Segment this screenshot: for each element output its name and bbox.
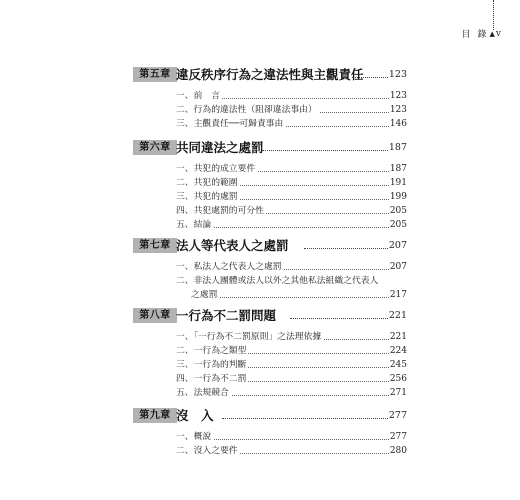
chapter-row[interactable] (0, 238, 520, 252)
entry-title: 二、共犯的範圍 (176, 178, 238, 188)
toc-entry[interactable] (0, 430, 520, 444)
entry-page: 123 (389, 105, 407, 115)
dot-leader (262, 150, 388, 151)
entry-page: 224 (389, 346, 407, 356)
toc-entry-continued[interactable] (0, 288, 520, 302)
chapter-title: 共同違法之處罰 (176, 140, 264, 155)
entry-page: 271 (389, 388, 407, 398)
top-dotted-rule (493, 0, 494, 30)
toc-entry[interactable] (0, 372, 520, 386)
chapter-number: 第八章 (133, 308, 177, 323)
entry-title: 一、私法人之代表人之處罰 (176, 262, 282, 272)
entry-title: 一、共犯的成立要件 (176, 164, 256, 174)
entry-title: 二、行為的違法性（阻卻違法事由） (176, 105, 317, 115)
chapter-number: 第九章 (133, 408, 177, 423)
dot-leader (222, 418, 388, 419)
entry-page: 205 (389, 206, 407, 216)
dot-leader (191, 297, 389, 298)
chapter-number: 第六章 (133, 140, 177, 155)
entry-page: 217 (389, 290, 407, 300)
entry-title: 二、沒入之要件 (176, 446, 238, 456)
chapter-page: 277 (388, 410, 407, 421)
entry-title: 一、「一行為不二罰原則」之法理依據 (176, 332, 322, 342)
entry-page: 207 (389, 262, 407, 272)
chapter-row[interactable] (0, 140, 520, 154)
dot-leader (304, 248, 388, 249)
entry-title: 三、共犯的處罰 (176, 192, 238, 202)
entry-title: 二、一行為之類型 (176, 346, 247, 356)
entry-title: 二、非法人團體或法人以外之其他私法組織之代表人 (176, 276, 379, 286)
chapter-title: 違反秩序行為之違法性與主觀責任 (176, 67, 364, 82)
dot-leader (290, 318, 388, 319)
entry-page: 146 (389, 119, 407, 129)
toc-entry[interactable] (0, 444, 520, 458)
toc-entry[interactable] (0, 103, 520, 117)
page-header (462, 27, 501, 40)
toc-entry[interactable] (0, 330, 520, 344)
toc-entry[interactable] (0, 344, 520, 358)
entry-page: 123 (389, 91, 407, 101)
chapter-page: 221 (388, 310, 407, 321)
chapter-row[interactable] (0, 408, 520, 422)
dot-leader (352, 77, 388, 78)
entry-page: 191 (389, 178, 407, 188)
entry-title: 四、一行為不二罰 (176, 374, 247, 384)
entry-page: 205 (389, 220, 407, 230)
triangle-icon: ▲ (489, 29, 495, 38)
entry-title: 一、概說 (176, 432, 212, 442)
chapter-page: 207 (388, 240, 407, 251)
toc-entry[interactable] (0, 386, 520, 400)
entry-title: 五、法規競合 (176, 388, 229, 398)
toc-entry[interactable] (0, 89, 520, 103)
chapter-page: 123 (388, 69, 407, 80)
chapter-title: 沒 入 (176, 408, 214, 423)
chapter-title: 一行為不二罰問題 (176, 308, 277, 323)
toc-entry[interactable] (0, 274, 520, 288)
entry-page: 277 (389, 432, 407, 442)
toc-entry[interactable] (0, 162, 520, 176)
entry-title-continued: 之處罰 (191, 290, 218, 300)
toc-entry[interactable] (0, 204, 520, 218)
entry-page: 221 (389, 332, 407, 342)
entry-page: 187 (389, 164, 407, 174)
entry-page: 245 (389, 360, 407, 370)
toc-entry[interactable] (0, 117, 520, 131)
entry-title: 一、前 言 (176, 91, 220, 101)
toc-entry[interactable] (0, 176, 520, 190)
page-number: v (495, 28, 501, 39)
entry-page: 199 (389, 192, 407, 202)
entry-title: 三、一行為的判斷 (176, 360, 247, 370)
chapter-title: 法人等代表人之處罰 (176, 238, 289, 253)
chapter-number: 第五章 (133, 67, 177, 82)
entry-title: 五、結論 (176, 220, 212, 230)
toc-entry[interactable] (0, 218, 520, 232)
chapter-number: 第七章 (133, 238, 177, 253)
entry-page: 280 (389, 446, 407, 456)
toc-entry[interactable] (0, 358, 520, 372)
entry-page: 256 (389, 374, 407, 384)
chapter-page: 187 (388, 142, 407, 153)
chapter-row[interactable] (0, 308, 520, 322)
toc-entry[interactable] (0, 190, 520, 204)
toc-entry[interactable] (0, 260, 520, 274)
chapter-row[interactable] (0, 67, 520, 81)
entry-title: 四、共犯處罰的可分性 (176, 206, 264, 216)
entry-title: 三、主觀責任──可歸責事由 (176, 119, 284, 129)
header-label: 目 錄 (461, 30, 489, 40)
